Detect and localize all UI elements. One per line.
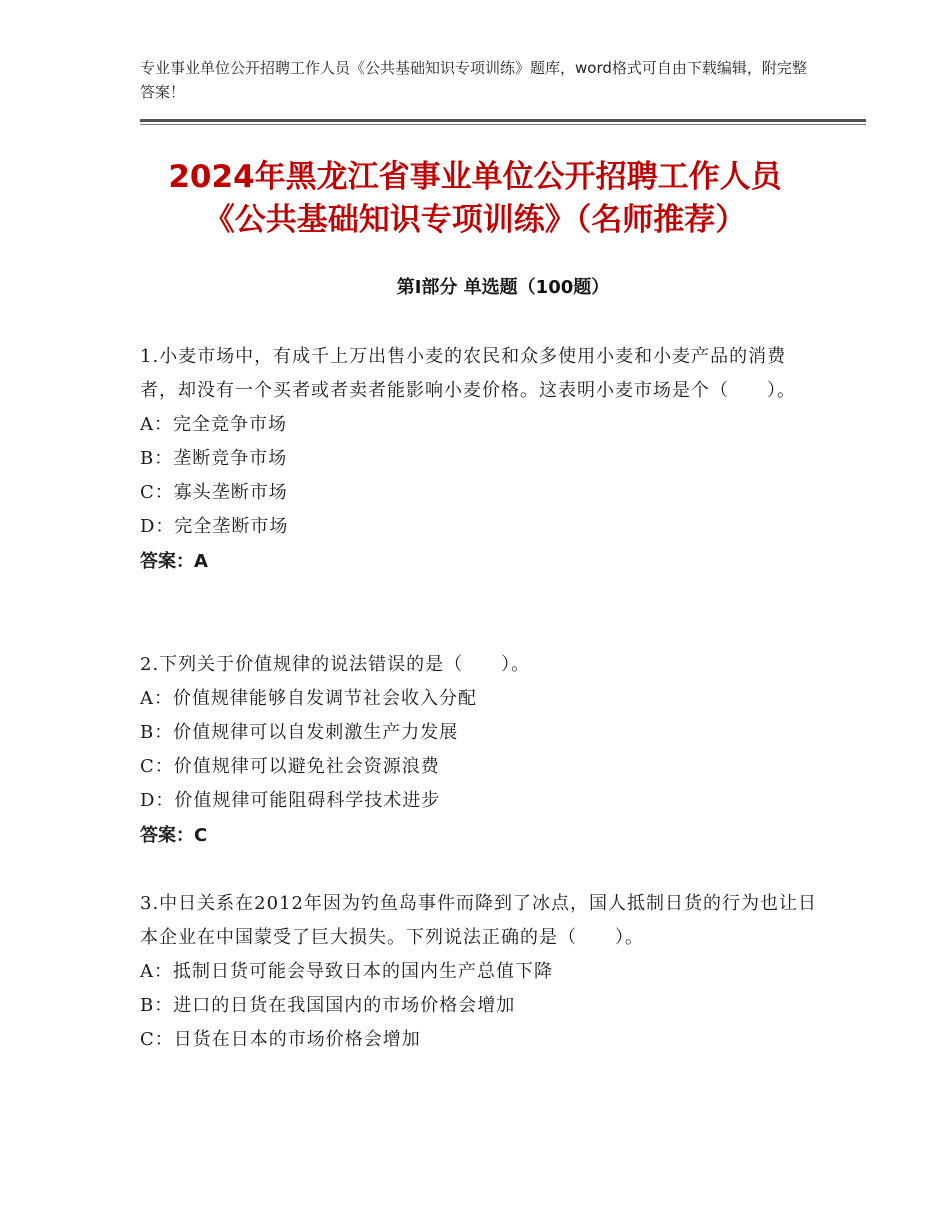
option-d: D：价值规律可能阻碍科学技术进步 <box>140 790 441 811</box>
option-d: D：完全垄断市场 <box>140 516 289 537</box>
option-b: B：价值规律可以自发刺激生产力发展 <box>140 722 459 743</box>
header-rule-thick <box>140 119 866 122</box>
option-c: C：价值规律可以避免社会资源浪费 <box>140 756 440 777</box>
option-a: A：完全竞争市场 <box>140 414 287 435</box>
question-stem: 3.中日关系在2012年因为钓鱼岛事件而降到了冰点，国人抵制日货的行为也让日本企业在中国蒙受了巨大损失。下列说法正确的是（ ）。 <box>140 893 817 948</box>
option-a: A：价值规律能够自发调节社会收入分配 <box>140 688 477 709</box>
section-heading: 第Ⅰ部分 单选题（100题） <box>396 277 610 298</box>
option-b: B：进口的日货在我国国内的市场价格会增加 <box>140 995 516 1016</box>
question-stem: 1.小麦市场中，有成千上万出售小麦的农民和众多使用小麦和小麦产品的消费者，却没有一个买者或者卖者能影响小麦价格。这表明小麦市场是个（ ）。 <box>140 346 796 401</box>
question-2 <box>140 648 820 854</box>
option-c: C：日货在日本的市场价格会增加 <box>140 1029 421 1050</box>
question-3 <box>140 887 820 1057</box>
question-stem: 2.下列关于价值规律的说法错误的是（ ）。 <box>140 654 531 675</box>
answer: 答案：C <box>140 825 208 846</box>
document-title <box>90 156 860 242</box>
title-line-1: 2024年黑龙江省事业单位公开招聘工作人员 <box>168 159 782 195</box>
option-c: C：寡头垄断市场 <box>140 482 288 503</box>
header-rule-thin <box>140 124 866 125</box>
question-1 <box>140 340 820 580</box>
option-a: A：抵制日货可能会导致日本的国内生产总值下降 <box>140 961 553 982</box>
title-line-2: 《公共基础知识专项训练》（名师推荐） <box>203 202 747 238</box>
header-note: 专业事业单位公开招聘工作人员《公共基础知识专项训练》题库，word格式可自由下载编辑，附完整答案！ <box>140 59 807 101</box>
answer: 答案：A <box>140 551 208 572</box>
option-b: B：垄断竞争市场 <box>140 448 288 469</box>
